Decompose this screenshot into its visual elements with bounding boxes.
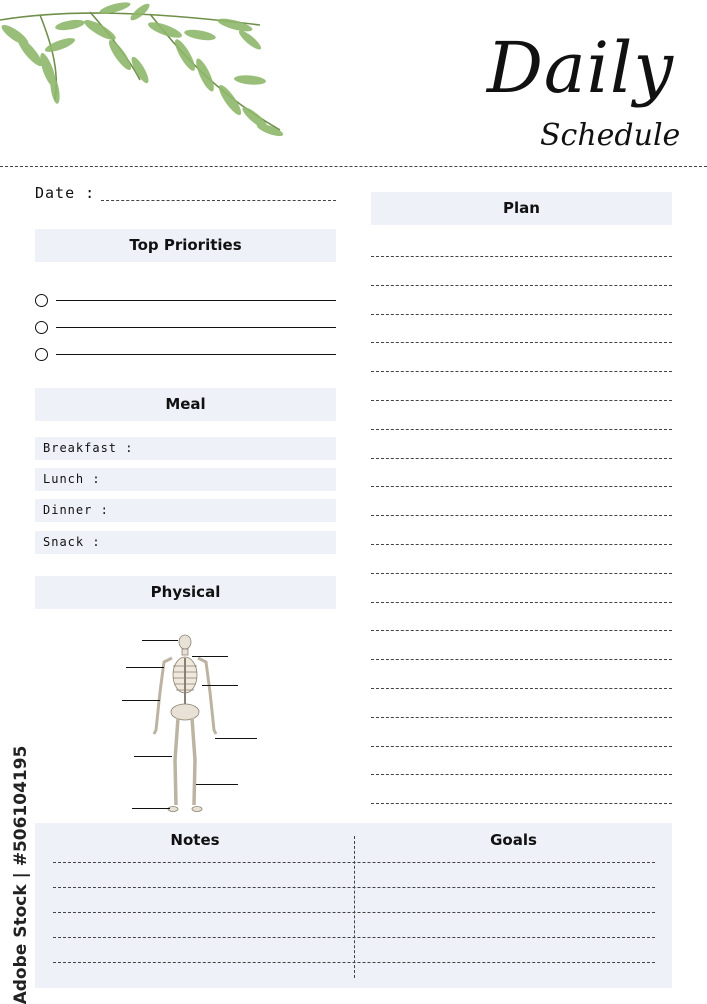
plan-line [371,659,672,660]
skeleton-figure [120,630,260,815]
plan-line [371,486,672,487]
notes-title: Notes [170,831,220,849]
label-arrow [192,656,228,657]
label-arrow [122,700,160,701]
plan-line [371,544,672,545]
label-arrow [132,808,170,809]
note-line [53,912,655,913]
plan-line [371,400,672,401]
plan-line [371,314,672,315]
date-label: Date : [35,184,96,202]
stock-credit [6,745,36,1004]
page-title: Daily [486,27,674,109]
circle-checkbox-icon [35,321,48,334]
plan-line [371,803,672,804]
priority-item [35,348,336,362]
meal-row-lunch [35,468,336,491]
section-title: Plan [503,199,540,217]
label-arrow [142,640,178,641]
stock-credit-text: Adobe Stock | #506104195 [11,745,31,1004]
header-divider [0,166,707,167]
section-meal [35,388,336,421]
circle-checkbox-icon [35,348,48,361]
priority-item [35,321,336,335]
note-line [53,937,655,938]
plan-line [371,515,672,516]
date-line [101,200,336,201]
plan-line [371,371,672,372]
note-line [53,862,655,863]
plan-line [371,458,672,459]
priority-line [56,300,336,301]
plan-line [371,342,672,343]
label-arrow [202,685,238,686]
page-subtitle: Schedule [540,118,681,153]
meal-row-dinner [35,499,336,522]
note-line [53,962,655,963]
section-plan [371,192,672,225]
notes-goals-divider [354,836,355,978]
section-top-priorities [35,229,336,262]
label-arrow [215,738,257,739]
skeleton-icon [120,630,260,815]
plan-line [371,746,672,747]
plan-line [371,630,672,631]
plan-line [371,688,672,689]
meal-label: Dinner : [43,503,109,517]
section-title: Top Priorities [129,236,242,254]
section-physical [35,576,336,609]
plan-line [371,602,672,603]
circle-checkbox-icon [35,294,48,307]
label-arrow [196,784,238,785]
leaf-branch-decoration [0,0,300,160]
priority-item [35,294,336,308]
priority-line [56,354,336,355]
section-title: Physical [150,583,221,601]
plan-line [371,573,672,574]
priority-line [56,327,336,328]
label-arrow [134,756,172,757]
meal-label: Snack : [43,535,101,549]
meal-row-snack [35,531,336,554]
plan-line [371,717,672,718]
meal-label: Breakfast : [43,441,134,455]
plan-line [371,774,672,775]
plan-line [371,256,672,257]
section-title: Meal [165,395,206,413]
plan-line [371,285,672,286]
meal-label: Lunch : [43,472,101,486]
note-line [53,887,655,888]
label-arrow [126,667,164,668]
goals-title: Goals [490,831,537,849]
plan-line [371,429,672,430]
meal-row-breakfast [35,437,336,460]
